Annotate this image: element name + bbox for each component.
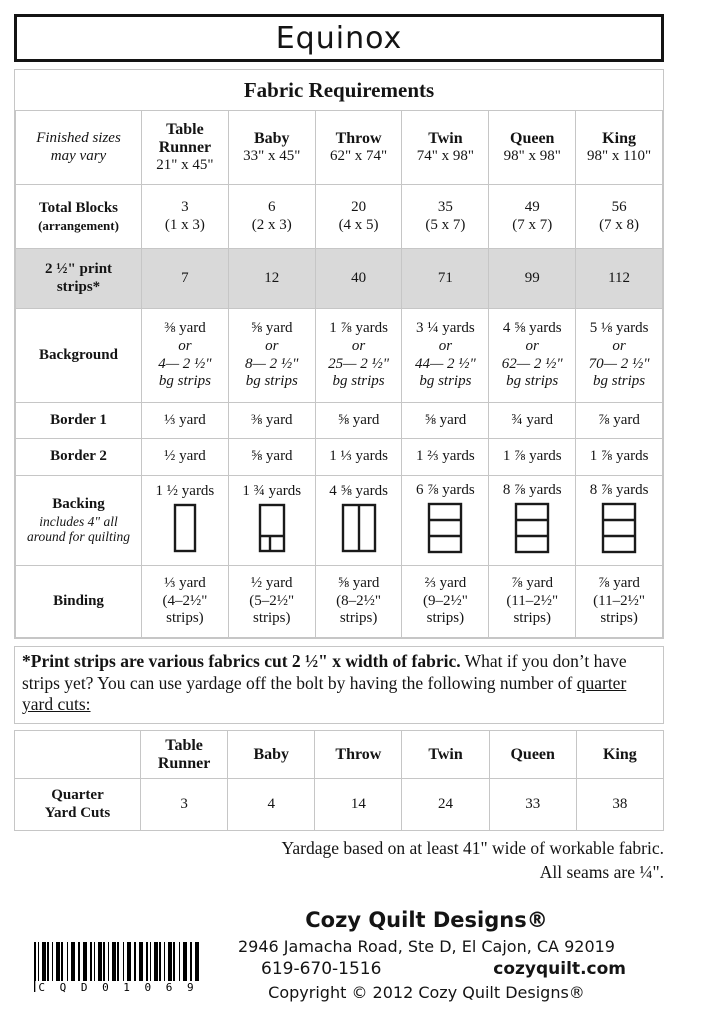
col-header-queen: Queen 98" x 98" <box>489 111 576 185</box>
company-website: cozyquilt.com <box>493 959 626 980</box>
binding-table-runner: ⅓ yard (4–2½" strips) <box>142 566 229 638</box>
border2-throw: 1 ⅓ yards <box>315 439 402 476</box>
background-row <box>16 309 663 403</box>
print-strips-table-runner: 7 <box>142 249 229 309</box>
yardage-footnote-line1: Yardage based on at least 41" wide of workable fabric. <box>281 838 664 859</box>
backing-diagram-three-horizontal-panels <box>514 502 550 554</box>
note-bold-text: *Print strips are various fabrics cut 2 ½" x width of fabric. <box>22 651 461 671</box>
print-strips-row <box>16 249 663 309</box>
backing-label-cell: Backing includes 4" all around for quilting <box>16 476 142 566</box>
note-normal-text: What if you don’t have strips yet? You can use yardage off the bolt by having the following number of <box>22 651 627 693</box>
copyright-line: Copyright © 2012 Cozy Quilt Designs® <box>268 983 585 1003</box>
quarter-col-king: King <box>576 731 663 779</box>
company-address: 2946 Jamacha Road, Ste D, El Cajon, CA 92019 <box>238 937 615 957</box>
quarter-table-runner: 3 <box>141 779 228 831</box>
print-strips-twin: 71 <box>402 249 489 309</box>
total-blocks-queen: 49 (7 x 7) <box>489 185 576 249</box>
barcode-text: C Q D 0 1 0 6 9 <box>35 981 200 994</box>
border1-queen: ¾ yard <box>489 403 576 439</box>
company-phone: 619-670-1516 <box>261 959 382 980</box>
size-header-row <box>16 111 663 185</box>
backing-row <box>16 476 663 566</box>
border2-king: 1 ⅞ yards <box>576 439 663 476</box>
quarter-col-baby: Baby <box>228 731 315 779</box>
barcode <box>34 942 202 995</box>
backing-twin: 6 ⅞ yards <box>402 476 489 566</box>
publisher-footer <box>14 908 664 1002</box>
total-blocks-throw: 20 (4 x 5) <box>315 185 402 249</box>
pattern-title-box <box>14 14 664 62</box>
fabric-requirements-heading: Fabric Requirements <box>243 78 435 102</box>
col-header-baby: Baby 33" x 45" <box>228 111 315 185</box>
corner-note-cell <box>16 111 142 185</box>
quarter-col-table-runner: Table Runner <box>141 731 228 779</box>
border1-row <box>16 403 663 439</box>
border2-queen: 1 ⅞ yards <box>489 439 576 476</box>
quarter-col-twin: Twin <box>402 731 489 779</box>
col-header-twin: Twin 74" x 98" <box>402 111 489 185</box>
backing-king: 8 ⅞ yards <box>576 476 663 566</box>
fabric-requirements-table <box>15 110 663 638</box>
background-king: 5 ⅛ yards or 70— 2 ½" bg strips <box>576 309 663 403</box>
backing-queen: 8 ⅞ yards <box>489 476 576 566</box>
quarter-queen: 33 <box>489 779 576 831</box>
backing-table-runner: 1 ½ yards <box>142 476 229 566</box>
border1-twin: ⅝ yard <box>402 403 489 439</box>
yardage-footnote-line2: All seams are ¼". <box>539 861 664 882</box>
backing-baby: 1 ¾ yards <box>228 476 315 566</box>
total-blocks-twin: 35 (5 x 7) <box>402 185 489 249</box>
background-table-runner: ⅜ yard or 4— 2 ½" bg strips <box>142 309 229 403</box>
print-strips-note <box>14 646 664 724</box>
backing-diagram-three-horizontal-panels <box>601 502 637 554</box>
company-name: Cozy Quilt Designs® <box>305 908 548 933</box>
quarter-corner-cell <box>15 731 141 779</box>
quarter-col-queen: Queen <box>489 731 576 779</box>
yardage-footnotes <box>14 837 664 884</box>
backing-diagram-three-horizontal-panels <box>427 502 463 554</box>
note-underlined-text: quarter yard cuts: <box>22 672 627 715</box>
backing-diagram-single-panel <box>173 503 197 553</box>
border1-label-cell: Border 1 <box>16 403 142 439</box>
background-baby: ⅝ yard or 8— 2 ½" bg strips <box>228 309 315 403</box>
backing-diagram-two-vertical-panels <box>341 503 377 553</box>
backing-throw: 4 ⅝ yards <box>315 476 402 566</box>
binding-throw: ⅝ yard (8–2½" strips) <box>315 566 402 638</box>
quarter-header-row <box>15 731 664 779</box>
print-strips-king: 112 <box>576 249 663 309</box>
binding-king: ⅞ yard (11–2½" strips) <box>576 566 663 638</box>
print-strips-baby: 12 <box>228 249 315 309</box>
quarter-twin: 24 <box>402 779 489 831</box>
quarter-yard-cuts-table <box>14 730 664 831</box>
binding-queen: ⅞ yard (11–2½" strips) <box>489 566 576 638</box>
total-blocks-label-cell: Total Blocks (arrangement) <box>16 185 142 249</box>
border1-table-runner: ⅓ yard <box>142 403 229 439</box>
col-header-table-runner: Table Runner 21" x 45" <box>142 111 229 185</box>
quarter-baby: 4 <box>228 779 315 831</box>
corner-note-line2: may vary <box>50 147 107 164</box>
quarter-data-row <box>15 779 664 831</box>
quarter-col-throw: Throw <box>315 731 402 779</box>
quarter-yard-cuts-section <box>14 730 664 831</box>
col-header-throw: Throw 62" x 74" <box>315 111 402 185</box>
binding-baby: ½ yard (5–2½" strips) <box>228 566 315 638</box>
border2-baby: ⅝ yard <box>228 439 315 476</box>
print-strips-throw: 40 <box>315 249 402 309</box>
border1-king: ⅞ yard <box>576 403 663 439</box>
binding-row <box>16 566 663 638</box>
publisher-info <box>189 908 664 1002</box>
print-strips-queen: 99 <box>489 249 576 309</box>
background-throw: 1 ⅞ yards or 25— 2 ½" bg strips <box>315 309 402 403</box>
background-twin: 3 ¼ yards or 44— 2 ½" bg strips <box>402 309 489 403</box>
quarter-king: 38 <box>576 779 663 831</box>
total-blocks-king: 56 (7 x 8) <box>576 185 663 249</box>
border1-throw: ⅝ yard <box>315 403 402 439</box>
background-queen: 4 ⅝ yards or 62— 2 ½" bg strips <box>489 309 576 403</box>
border2-row <box>16 439 663 476</box>
phone-website-line <box>189 956 664 979</box>
col-header-king: King 98" x 110" <box>576 111 663 185</box>
quarter-throw: 14 <box>315 779 402 831</box>
fabric-requirements-section <box>14 69 664 639</box>
border1-baby: ⅜ yard <box>228 403 315 439</box>
total-blocks-row <box>16 185 663 249</box>
print-strips-label-cell: 2 ½" print strips* <box>16 249 142 309</box>
border2-table-runner: ½ yard <box>142 439 229 476</box>
backing-diagram-bottom-split <box>258 503 286 553</box>
border2-label-cell: Border 2 <box>16 439 142 476</box>
pattern-title: Equinox <box>275 20 403 56</box>
background-label-cell: Background <box>16 309 142 403</box>
corner-note-line1: Finished sizes <box>36 129 121 146</box>
total-blocks-baby: 6 (2 x 3) <box>228 185 315 249</box>
binding-label-cell: Binding <box>16 566 142 638</box>
total-blocks-table-runner: 3 (1 x 3) <box>142 185 229 249</box>
border2-twin: 1 ⅔ yards <box>402 439 489 476</box>
binding-twin: ⅔ yard (9–2½" strips) <box>402 566 489 638</box>
quarter-label-cell: Quarter Yard Cuts <box>15 779 141 831</box>
